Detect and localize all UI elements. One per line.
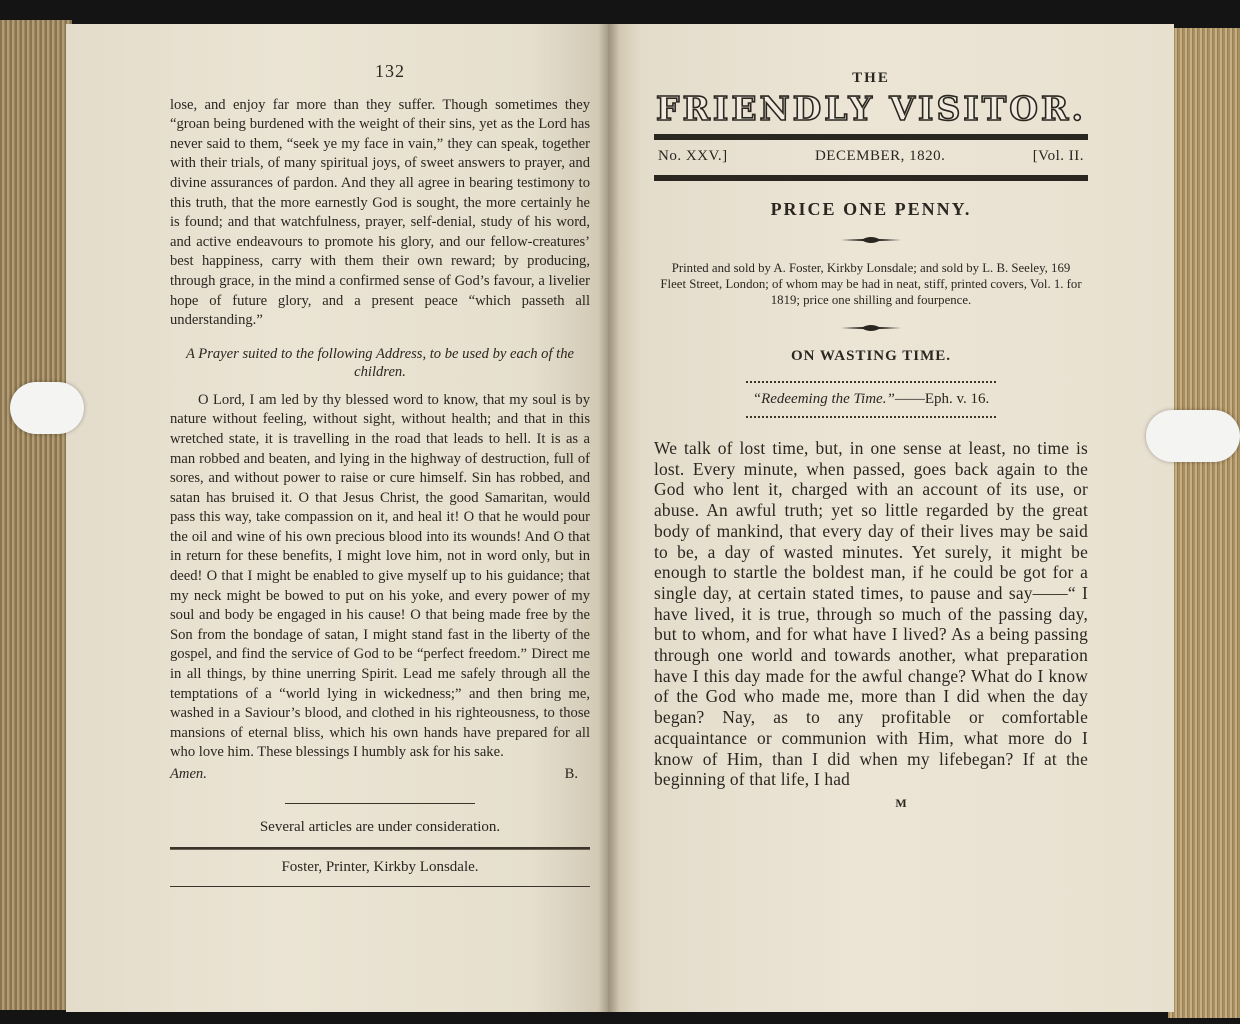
ornament-divider-2 [654,320,1088,338]
editor-note: Several articles are under consideration. [259,818,501,835]
epigraph [654,391,1088,408]
dotted-rule-top [746,381,996,383]
amen-text: Amen. [170,766,207,782]
printer-rule [170,886,590,887]
masthead-the: THE [852,70,890,86]
footer-rule [170,847,590,850]
issue-line [658,148,1084,165]
issue-date: DECEMBER, 1820. [814,148,946,164]
right-page-edges [1168,28,1240,1018]
issue-rule [654,175,1088,181]
page-number: 132 [375,61,405,81]
epigraph-quote: “Redeeming the Time.” [752,391,895,407]
paragraph-continuation: lose, and enjoy far more than they suffer. Though sometimes they “groan being burdened with the weight of their sins, yet as the Lord has never said to them, “seek ye my face in vain,” they can speak, together with their trials, of many spiritual joys, of sweet answers to prayer, and divine assurances of pardon. And they all agree in bearing testimony to this truth, that the more earnestly God is sought, the more certainly he is found; and that watchfulness, prayer, self-denial, study of his word, and active endeavours to promote his glory, and our fellow-creatures’ best happiness, carry with them their own reward; by producing, through grace, in the mind a confirmed sense of God’s favour, a livelier hope of future glory, and a present peace “which passeth all understanding.” [170,96,590,329]
short-rule [285,803,475,804]
ornament-icon [841,235,901,245]
article-body: We talk of lost time, but, in one sense at least, no time is lost. Every minute, when passed, goes back again to the God who lent it, charged with an account of its use, or abuse. An awful truth; yet so little regarded by the great body of mankind, that every day of their lives may be said to be, a day of wasted minutes. Yet surely, it might be enough to startle the boldest man, if he could be got for a single day, at certain stated times, to pause and say——“ I have lived, it is true, through so much of the passing day, but to whom, and for what have I lived? As a being passing through one world and towards another, what preparation have I this day made for the awful change? What do I know of the God who made me, more than I did when the day began? Nay, as to any profitable or comfortable acquaintance or communion with Him, what more do I know of Him, than I did when my lifebegan? If at the beginning of that life, I had [654,438,1088,790]
prayer-text: O Lord, I am led by thy blessed word to know, that my soul is by nature without feeling, without sight, without health; and that in this wretched state, it is travelling in the road that leads to hell. It is as a man robbed and beaten, and lying in the highway of destruction, full of sores, and without power to raise or cure himself. Sin has robbed, and satan has bruised it. O that Jesus Christ, the good Samaritan, would pass this way, take compassion on it, and heal it! O that he would pour the oil and wine of his own precious blood into its wounds! And O that in return for these benefits, I might love him, not in word only, but in deed! O that I might be enabled to give myself up to his guidance; that my neck might be bowed to put on his yoke, and every power of my soul and body be engaged in his cause! O that being made free by the Son from the bondage of satan, I might stand fast in the liberty of the gospel, and find the service of God to be “perfect freedom.” Direct me in all things, by thine unerring Spirit. Lead me safely through all the temptations of a “world lying in wickedness;” and then bring me, washed in a Saviour’s blood, and clothed in his righteousness, to those mansions of eternal bliss, which his own hands have prepared for all who love him. These blessings I humbly ask for his sake. [170,391,590,761]
right-page-clip [1146,410,1240,462]
masthead-title: FRIENDLY VISITOR. [656,89,1086,128]
left-page-edges [0,20,72,1010]
ornament-icon [841,323,901,333]
masthead-rule [654,134,1088,140]
book-gutter [598,24,620,1012]
price-line: PRICE ONE PENNY. [770,199,972,219]
author-initial: B. [564,766,578,782]
prayer-heading: A Prayer suited to the following Address, to be used by each of the children. [185,345,575,380]
epigraph-reference: ——Eph. v. 16. [894,391,990,407]
left-page-clip [10,382,84,434]
ornament-divider-1 [654,232,1088,250]
issue-volume: [Vol. II. [1032,148,1084,164]
issue-number: No. XXV.] [658,148,728,164]
left-page-text [170,60,590,887]
section-title: ON WASTING TIME. [790,348,952,364]
dotted-rule-bottom [746,416,996,418]
right-page-text [654,70,1088,811]
prayer-closing [170,765,590,785]
signature-mark: M [895,795,907,810]
printer-line: Foster, Printer, Kirkby Lonsdale. [281,859,479,876]
imprint-text: Printed and sold by A. Foster, Kirkby Lonsdale; and sold by L. B. Seeley, 169 Fleet Street, London; of whom may be had in neat, stiff, printed covers, Vol. 1. for 1819; price one shilling and fourpence. [660,261,1082,307]
